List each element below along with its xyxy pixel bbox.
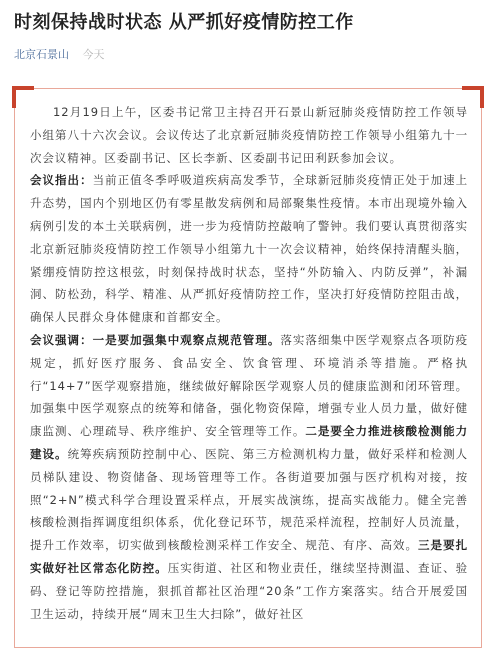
paragraph-meeting-points: [30, 169, 468, 329]
article-header: [0, 0, 500, 62]
paragraph-lead: 会议指出：: [30, 173, 93, 188]
paragraph-intro: 12月19日上午，区委书记常卫主持召开石景山新冠肺炎疫情防控工作领导小组第八十六次会议。会议传达了北京新冠肺炎疫情防控工作领导小组第九十一次会议精神。区委副书记、区长李新、区委副书记田利跃参加会议。: [30, 105, 468, 165]
article-meta: [14, 48, 486, 62]
emphasis-heading: 一是要加强集中观察点规范管理。: [92, 332, 281, 347]
paragraph-text: 落实落细集中医学观察点各项防疫规定，抓好医疗服务、食品安全、饮食管理、环境消杀等措施。严格执行“14+7”医学观察措施，继续做好解除医学观察人员的健康监测和闭环管理。加强集中医学观察点的统筹和储备，强化物资保障，增强专业人员力量，做好健康监测、心理疏导、秩序维护、安全管理等工作。: [30, 332, 469, 439]
article-body-frame: [14, 88, 482, 648]
paragraph-meeting-emphasis: [30, 329, 468, 625]
emphasis-heading: 三是要扎实做好社区常态化防控。: [30, 538, 468, 575]
source-link[interactable]: 北京石景山: [14, 48, 69, 61]
article-content: [30, 101, 468, 625]
paragraph-text: 统筹疾病预防控制中心、医院、第三方检测机构力量，做好采样和检测人员梯队建设、物资储备、现场管理等工作。各街道要加强与医疗机构对接，按照“2+N”模式科学合理设置采样点，开展实战演练，提高实战能力。健全完善核酸检测指挥调度组织体系，优化登记环节，规范采样流程，控制好人员流量，提升工作效率，切实做到核酸检测采样工作安全、规范、有序、高效。: [30, 446, 469, 553]
paragraph-text: 压实街道、社区和物业责任，继续坚持测温、查证、验码、登记等防控措施，狠抓首都社区治理“20条”工作方案落实。结合开展爱国卫生运动，持续开展“周末卫生大扫除”，做好社区: [30, 560, 468, 621]
publish-time: 今天: [82, 48, 105, 61]
paragraph-text: 当前正值冬季呼吸道疾病高发季节，全球新冠肺炎疫情正处于加速上升态势，国内个别地区仍有零星散发病例和局部聚集性疫情。本市出现境外输入病例引发的本土关联病例，进一步为疫情防控敲响了警钟。我们要认真贯彻落实北京新冠肺炎疫情防控工作领导小组第九十一次会议精神，始终保持清醒头脑，紧绷疫情防控这根弦，时刻保持战时状态，坚持“外防输入、内防反弹”，补漏洞、防松劲，科学、精准、从严抓好疫情防控工作，坚决打好疫情防控阻击战，确保人民群众身体健康和首都安全。: [30, 173, 469, 325]
article-title: 时刻保持战时状态 从严抓好疫情防控工作: [14, 12, 354, 33]
paragraph-lead: 会议强调：: [30, 332, 93, 347]
emphasis-heading: 二是要全力推进核酸检测能力建设。: [30, 424, 468, 461]
